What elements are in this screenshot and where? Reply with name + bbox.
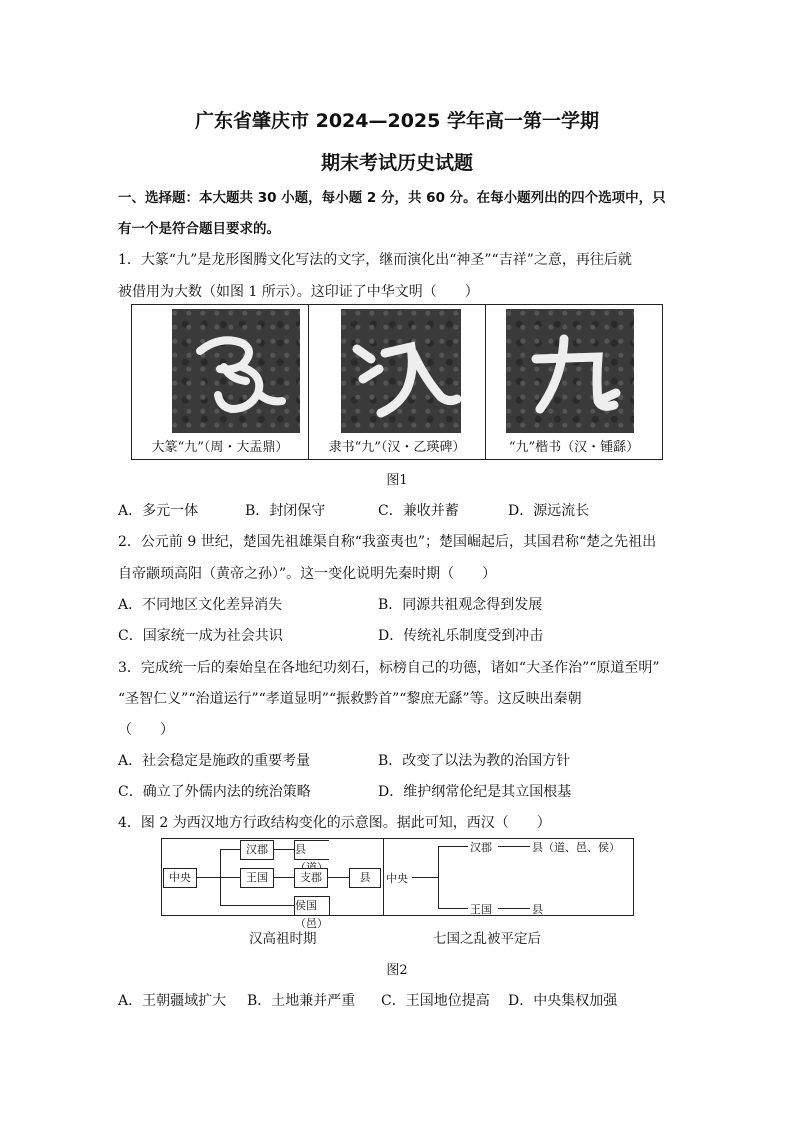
figure-2-right-caption: 七国之乱被平定后 — [433, 931, 541, 947]
q1-option-a[interactable]: A．多元一体 — [118, 503, 199, 519]
q1-option-b[interactable]: B．封闭保守 — [245, 503, 326, 519]
right-hanjun-sub-label: 县（道、邑、侯） — [532, 841, 620, 854]
seal-script-rubbing-image — [172, 309, 300, 433]
q4-option-b[interactable]: B．土地兼并严重 — [247, 993, 356, 1009]
figure-1-cell-regular — [486, 305, 662, 459]
figure-1-cell-clerical — [309, 305, 486, 459]
figure-1-cell-seal — [132, 305, 309, 459]
right-hanjun-label: 汉郡 — [470, 841, 492, 854]
exam-title-line2: 期末考试历史试题 — [320, 152, 473, 174]
left-xian-dao-box: 县 — [294, 840, 329, 860]
right-wangguo-sub-label: 县 — [532, 903, 543, 916]
q3-stem-line3: （ ） — [118, 722, 174, 738]
q3-option-b[interactable]: B．改变了以法为教的治国方针 — [378, 753, 571, 769]
exam-title-line1: 广东省肇庆市 2024—2025 学年高一第一学期 — [195, 110, 599, 132]
q2-option-a[interactable]: A．不同地区文化差异消失 — [118, 597, 283, 613]
figure-2-left-caption: 汉高祖时期 — [249, 931, 317, 947]
q4-option-c[interactable]: C．王国地位提高 — [381, 993, 490, 1009]
q3-option-c[interactable]: C．确立了外儒内法的统治策略 — [118, 784, 311, 800]
q1-stem-line1: 1．大篆“九”是龙形图腾文化写法的文字，继而演化出“神圣”“吉祥”之意，再往后就 — [118, 252, 632, 268]
figure-1-table — [131, 304, 663, 460]
figure-1-caption-regular: “九”楷书（汉・锺繇） — [508, 440, 640, 455]
q4-stem: 4．图 2 为西汉地方行政结构变化的示意图。据此可知，西汉（ ） — [118, 815, 551, 831]
figure-2-label: 图2 — [386, 963, 408, 978]
q2-stem-line2: 自帝颛顼高阳（黄帝之孙）”。这一变化说明先秦时期（ ） — [118, 566, 497, 582]
q4-option-d[interactable]: D．中央集权加强 — [508, 993, 618, 1009]
q2-option-c[interactable]: C．国家统一成为社会共识 — [118, 628, 283, 644]
clerical-script-rubbing-image — [341, 309, 461, 433]
left-zhijun-box: 支郡 — [294, 868, 328, 888]
q2-option-b[interactable]: B．同源共祖观念得到发展 — [378, 597, 543, 613]
q3-stem-line2: “圣智仁义”“治道运行”“孝道显明”“振救黔首”“黎庶无繇”等。这反映出秦朝 — [118, 691, 582, 707]
q4-option-a[interactable]: A．王朝疆域扩大 — [118, 993, 227, 1009]
q1-option-d[interactable]: D．源远流长 — [508, 503, 590, 519]
figure-1-label: 图1 — [386, 473, 408, 488]
figure-1-caption-seal: 大篆“九”（周・大盂鼎） — [151, 440, 289, 455]
left-wangguo-box: 王国 — [240, 868, 274, 888]
section-instruction-line1: 一、选择题：本大题共 30 小题，每小题 2 分，共 60 分。在每小题列出的四个选项中，只 — [118, 190, 666, 206]
regular-script-rubbing-image — [506, 309, 634, 433]
q2-stem-line1: 2．公元前 9 世纪，楚国先祖雄渠自称“我蛮夷也”；楚国崛起后，其国君称“楚之先祖出 — [118, 534, 657, 550]
section-instruction-line2: 有一个是符合题目要求的。 — [118, 221, 280, 237]
figure-1-caption-clerical: 隶书“九”（汉・乙瑛碑） — [328, 440, 466, 455]
left-center-box: 中央 — [163, 868, 197, 888]
q1-option-c[interactable]: C．兼收并蓄 — [378, 503, 459, 519]
q3-option-d[interactable]: D．维护纲常伦纪是其立国根基 — [378, 784, 572, 800]
left-hanjun-box: 汉郡 — [240, 840, 274, 860]
q1-stem-line2: 被借用为大数（如图 1 所示）。这印证了中华文明（ ） — [118, 284, 479, 300]
q3-option-a[interactable]: A．社会稳定是施政的重要考量 — [118, 753, 311, 769]
q2-option-d[interactable]: D．传统礼乐制度受到冲击 — [378, 628, 544, 644]
right-center-label: 中央 — [386, 872, 408, 885]
q3-stem-line1: 3．完成统一后的秦始皇在各地纪功刻石，标榜自己的功德，诸如“大圣作治”“原道至明” — [118, 660, 660, 676]
right-wangguo-label: 王国 — [470, 903, 492, 916]
left-xian-box: 县 — [349, 868, 381, 888]
left-houguo-box: 侯国（邑） — [294, 896, 330, 916]
